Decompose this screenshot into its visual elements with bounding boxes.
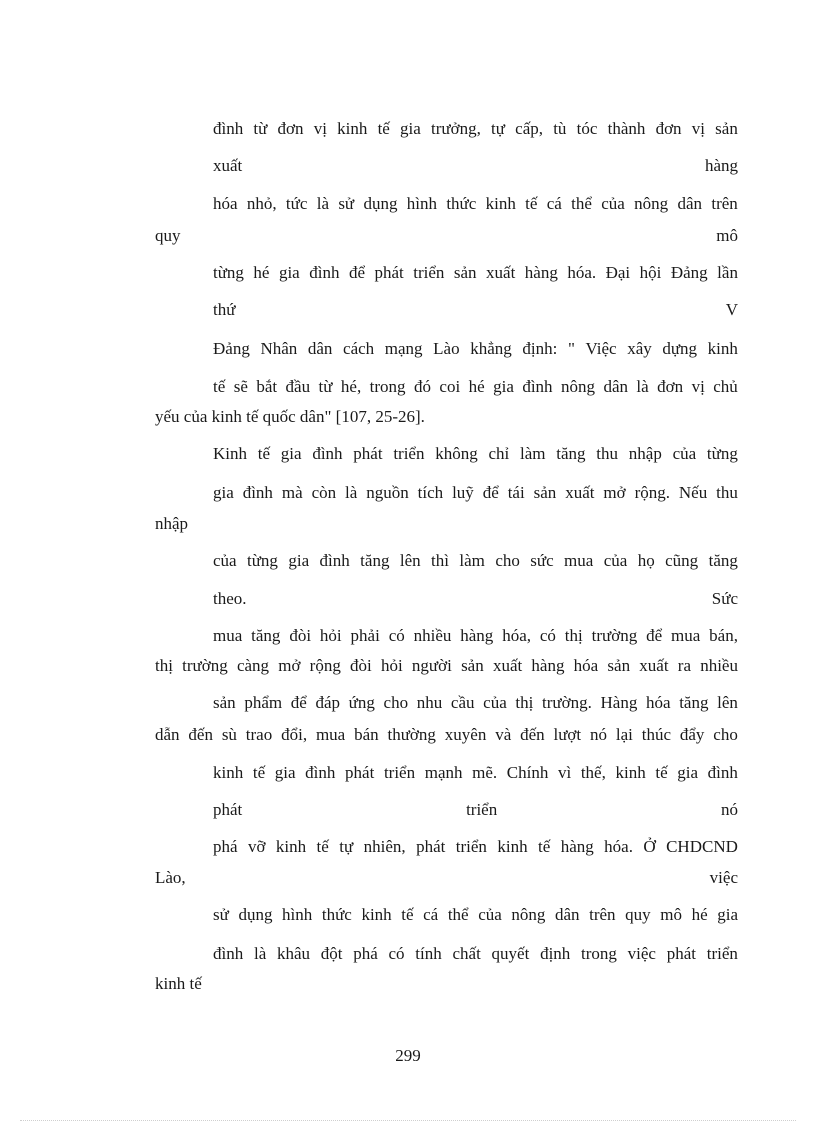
text-word: cầu — [450, 693, 475, 712]
text-word: xuất — [565, 483, 595, 502]
text-word: phát — [416, 837, 446, 856]
text-word: thức — [321, 905, 352, 924]
text-word: kinh — [485, 194, 516, 213]
text-word: nhiều — [700, 656, 738, 675]
text-word: vì — [557, 763, 572, 782]
text-word: việc — [627, 944, 656, 963]
text-word: kinh — [707, 339, 738, 358]
text-word: đình — [305, 763, 336, 782]
text-word: phá — [353, 944, 378, 963]
text-word: kinh — [361, 905, 392, 924]
text-word: vị — [313, 119, 327, 138]
text-word: luỹ — [452, 483, 474, 502]
text-word: xây — [627, 339, 652, 358]
text-word: tế — [538, 837, 551, 856]
text-word: càng — [236, 656, 270, 675]
text-segment: Sức — [711, 589, 738, 608]
text-word: trường. — [542, 693, 592, 712]
text-word: thị — [155, 656, 173, 675]
text-word: sản — [213, 693, 236, 712]
text-word: Lào — [433, 339, 460, 358]
text-word: kinh — [615, 763, 646, 782]
text-word: đến — [188, 725, 213, 744]
text-line — [155, 513, 188, 535]
text-word: lại — [615, 725, 633, 744]
text-word: Đại — [605, 263, 631, 282]
text-word: hỏi — [319, 626, 342, 645]
text-word: nhiên, — [363, 837, 406, 856]
text-word: dẫn — [155, 725, 180, 744]
text-word: lên — [399, 551, 421, 570]
text-word: hé — [691, 905, 708, 924]
text-segment: việc — [709, 868, 738, 887]
text-word: thị — [515, 693, 534, 712]
text-word: xuyên — [444, 725, 487, 744]
text-word: sản — [715, 119, 738, 138]
text-word: đơn — [277, 119, 304, 138]
text-word: nhỏ, — [246, 194, 277, 213]
text-word: trên — [589, 905, 616, 924]
text-word: để — [646, 626, 663, 645]
text-word: tăng — [708, 551, 738, 570]
text-word: mà — [281, 483, 303, 502]
text-word: hình — [282, 905, 313, 924]
text-word: cho — [383, 693, 409, 712]
text-word: bán, — [709, 626, 738, 645]
text-word: trong — [369, 377, 406, 396]
text-word: cách — [343, 339, 375, 358]
text-word: đổi, — [281, 725, 308, 744]
text-word: tức — [285, 194, 308, 213]
text-word: là — [345, 483, 358, 502]
text-word: tóc — [576, 119, 598, 138]
text-word: triển — [393, 444, 425, 463]
text-word: tế — [525, 194, 538, 213]
text-segment: xuất — [213, 156, 243, 175]
text-word: rộng — [309, 656, 341, 675]
text-word: Ở — [643, 837, 656, 856]
text-word: để — [348, 263, 365, 282]
text-word: từ — [318, 377, 333, 396]
text-word: thì — [431, 551, 449, 570]
text-word: nhập — [628, 444, 662, 463]
text-word: tăng — [679, 693, 709, 712]
text-line — [155, 225, 738, 247]
text-word: vị — [691, 119, 705, 138]
text-word: đình — [312, 444, 343, 463]
text-word: hàng — [531, 656, 565, 675]
text-word: là — [253, 944, 267, 963]
text-word: thúc — [641, 725, 672, 744]
text-segment: kinh tế — [155, 974, 202, 993]
text-word: mở — [603, 483, 626, 502]
text-word: chất — [452, 944, 481, 963]
text-word: người — [411, 656, 452, 675]
text-word: dựng — [662, 339, 698, 358]
text-word: sản — [533, 483, 557, 502]
text-word: đẩy — [679, 725, 705, 744]
text-word: gia — [717, 905, 738, 924]
text-word: đình — [242, 483, 273, 502]
text-word: sử — [338, 194, 355, 213]
text-word: lượt — [553, 725, 582, 744]
text-word: định — [540, 944, 571, 963]
text-word: Kinh — [213, 444, 247, 463]
text-word: có — [388, 944, 405, 963]
text-line — [213, 588, 738, 610]
text-word: cho — [713, 725, 738, 744]
text-word: nông — [561, 377, 595, 396]
text-word: sẽ — [233, 377, 248, 396]
text-segment: hàng — [704, 156, 738, 175]
text-word: kinh — [213, 763, 244, 782]
text-word: ứng — [348, 693, 375, 712]
text-word: họ — [637, 551, 655, 570]
text-line — [213, 376, 738, 398]
text-word: sản — [453, 263, 477, 282]
text-word: đình — [522, 377, 553, 396]
text-line — [213, 625, 738, 647]
text-word: chỉ — [488, 444, 510, 463]
text-word: trao — [245, 725, 273, 744]
text-word: mua — [213, 626, 243, 645]
text-word: mô — [660, 905, 682, 924]
text-segment: yếu của kinh tế quốc dân" [107, 25-26]. — [155, 407, 425, 426]
text-word: là — [636, 377, 649, 396]
text-segment: theo. — [213, 589, 247, 608]
text-word: hóa — [573, 656, 599, 675]
text-word: tích — [417, 483, 444, 502]
text-word: sử — [213, 905, 229, 924]
page-bottom-divider — [20, 1120, 796, 1121]
text-word: hỏi — [380, 656, 403, 675]
text-word: xuất — [486, 263, 516, 282]
text-word: từ — [253, 119, 268, 138]
text-word: Nếu — [678, 483, 708, 502]
text-word: nhu — [416, 693, 443, 712]
text-word: gia — [213, 483, 234, 502]
text-word: Nhân — [260, 339, 298, 358]
text-word: vỡ — [247, 837, 266, 856]
text-segment: nó — [721, 800, 738, 819]
text-segment: V — [725, 300, 738, 319]
text-word: quyết — [491, 944, 530, 963]
text-line — [213, 692, 738, 714]
text-word: cũng — [665, 551, 699, 570]
text-word: thành — [607, 119, 646, 138]
text-word: hóa. — [604, 837, 633, 856]
text-word: đơn — [655, 119, 682, 138]
text-word: tế — [252, 763, 266, 782]
text-line — [213, 299, 738, 321]
text-segment: quy — [155, 226, 181, 245]
text-word: thể — [571, 194, 592, 213]
text-word: phá — [213, 837, 238, 856]
text-word: dân — [554, 905, 580, 924]
text-line — [155, 406, 425, 428]
text-line — [213, 762, 738, 784]
text-word: tế — [655, 763, 668, 782]
text-word: mua — [564, 551, 594, 570]
text-word: cấp, — [515, 119, 544, 138]
text-line — [213, 155, 738, 177]
text-word: không — [435, 444, 478, 463]
text-word: hàng — [524, 263, 558, 282]
text-segment: phát — [213, 800, 243, 819]
text-word: dụng — [238, 905, 273, 924]
text-word: bắt — [256, 377, 278, 396]
text-word: làm — [459, 551, 485, 570]
text-word: Chính — [506, 763, 549, 782]
text-word: tế — [257, 444, 271, 463]
text-word: gia — [288, 551, 310, 570]
text-line — [213, 943, 738, 965]
text-word: trường — [591, 626, 638, 645]
page-number: 299 — [395, 1046, 421, 1065]
text-word: bán — [354, 725, 379, 744]
text-word: Đảng — [670, 263, 708, 282]
text-word: kinh — [275, 837, 307, 856]
text-word: hé — [468, 377, 485, 396]
text-word: hé — [253, 263, 270, 282]
text-word: phát — [374, 263, 404, 282]
text-word: dụng — [363, 194, 398, 213]
text-word: hóa — [213, 194, 238, 213]
text-word: Hàng — [600, 693, 638, 712]
text-word: tăng — [360, 551, 390, 570]
text-word: thu — [716, 483, 738, 502]
text-segment: mô — [716, 226, 738, 245]
text-word: của — [478, 905, 502, 924]
text-word: Việc — [585, 339, 617, 358]
text-word: thu — [596, 444, 619, 463]
text-word: " — [567, 339, 575, 358]
text-word: để — [482, 483, 499, 502]
text-word: phẩm — [244, 693, 283, 712]
text-word: dân — [307, 339, 333, 358]
text-word: gia — [278, 263, 300, 282]
text-word: đáp — [315, 693, 341, 712]
text-word: định: — [522, 339, 558, 358]
text-word: chủ — [713, 377, 738, 396]
text-word: tự — [491, 119, 505, 138]
text-word: thị — [564, 626, 583, 645]
text-word: mở — [278, 656, 301, 675]
text-word: vị — [691, 377, 705, 396]
text-word: kinh — [337, 119, 368, 138]
text-word: khẳng — [470, 339, 512, 358]
text-word: đột — [320, 944, 343, 963]
text-word: đó — [413, 377, 431, 396]
text-word: tự — [339, 837, 354, 856]
text-word: đơn — [657, 377, 684, 396]
text-word: đình — [319, 551, 350, 570]
text-word: ra — [677, 656, 691, 675]
text-word: dân — [603, 377, 628, 396]
text-word: gia — [493, 377, 514, 396]
text-word: để — [290, 693, 307, 712]
text-word: hóa, — [502, 626, 531, 645]
text-word: hình — [406, 194, 438, 213]
text-line — [155, 724, 738, 746]
text-line — [213, 262, 738, 284]
text-word: tế — [316, 837, 329, 856]
text-word: triển — [455, 837, 487, 856]
text-word: thường — [387, 725, 436, 744]
text-word: mạng — [384, 339, 423, 358]
text-word: phải — [350, 626, 380, 645]
text-word: của — [483, 693, 507, 712]
text-word: đình — [213, 944, 244, 963]
text-word: trên — [711, 194, 738, 213]
text-word: đến — [520, 725, 545, 744]
text-word: tính — [415, 944, 442, 963]
text-word: tế — [401, 905, 414, 924]
text-word: nó — [590, 725, 608, 744]
text-word: sức — [530, 551, 554, 570]
text-word: sù — [221, 725, 237, 744]
text-word: từng — [213, 263, 244, 282]
text-word: của — [601, 194, 625, 213]
text-word: kinh — [497, 837, 528, 856]
text-line — [213, 550, 738, 572]
text-word: gia — [677, 763, 699, 782]
text-word: thức — [446, 194, 477, 213]
text-word: CHDCND — [666, 837, 738, 856]
text-word: dân — [677, 194, 703, 213]
text-word: nhiều — [413, 626, 452, 645]
text-word: còn — [311, 483, 337, 502]
text-word: phát — [345, 763, 375, 782]
text-line — [213, 193, 738, 215]
text-word: đòi — [289, 626, 312, 645]
text-word: cho — [495, 551, 520, 570]
text-word: lần — [717, 263, 738, 282]
text-line — [155, 973, 202, 995]
text-word: có — [388, 626, 405, 645]
text-word: nguồn — [366, 483, 409, 502]
text-word: đình — [213, 119, 244, 138]
text-line — [155, 867, 738, 889]
text-word: khâu — [276, 944, 311, 963]
text-word: mạnh — [424, 763, 463, 782]
text-word: thế, — [580, 763, 606, 782]
text-word: đầu — [285, 377, 311, 396]
text-word: mẽ. — [472, 763, 498, 782]
text-word: hóa — [646, 693, 671, 712]
text-word: hàng — [560, 837, 594, 856]
text-word: xuất — [492, 656, 523, 675]
text-word: Đảng — [213, 339, 250, 358]
text-word: nông — [511, 905, 546, 924]
text-word: hàng — [460, 626, 494, 645]
text-word: tăng — [251, 626, 281, 645]
text-word: phát — [353, 444, 383, 463]
text-segment: thứ — [213, 300, 236, 319]
text-line — [213, 836, 738, 858]
text-word: của — [603, 551, 628, 570]
text-word: của — [213, 551, 237, 570]
text-word: tế — [213, 377, 226, 396]
text-word: làm — [520, 444, 546, 463]
text-word: trong — [581, 944, 617, 963]
text-word: sản — [461, 656, 484, 675]
text-segment: Lào, — [155, 868, 186, 887]
text-line — [155, 655, 738, 677]
text-word: từng — [706, 444, 738, 463]
text-line — [213, 338, 738, 360]
text-word: có — [539, 626, 556, 645]
text-word: từng — [247, 551, 278, 570]
text-word: lên — [717, 693, 738, 712]
text-word: xuất — [639, 656, 669, 675]
text-word: đòi — [350, 656, 372, 675]
text-word: tế — [377, 119, 390, 138]
text-word: tăng — [556, 444, 586, 463]
text-word: triển — [383, 763, 416, 782]
text-word: phát — [666, 944, 696, 963]
text-word: tù — [553, 119, 567, 138]
text-line — [213, 482, 738, 504]
text-word: đình — [707, 763, 738, 782]
text-word: mua — [315, 725, 346, 744]
text-word: hé, — [340, 377, 362, 396]
text-line — [213, 443, 738, 465]
text-word: triển — [413, 263, 445, 282]
text-word: nông — [634, 194, 669, 213]
text-word: đình — [309, 263, 340, 282]
text-word: mua — [671, 626, 701, 645]
text-word: thể — [447, 905, 469, 924]
text-word: quy — [625, 905, 651, 924]
text-word: gia — [274, 763, 296, 782]
text-segment: nhập — [155, 514, 189, 533]
text-word: coi — [439, 377, 461, 396]
text-word: là — [316, 194, 329, 213]
text-word: rộng. — [634, 483, 670, 502]
text-word: hóa. — [567, 263, 597, 282]
text-word: tái — [507, 483, 525, 502]
text-line — [213, 118, 738, 140]
text-word: trưởng, — [431, 119, 481, 138]
text-word: cá — [423, 905, 439, 924]
text-word: gia — [280, 444, 302, 463]
text-line — [213, 799, 738, 821]
text-line — [213, 904, 738, 926]
text-word: cá — [546, 194, 562, 213]
text-word: của — [672, 444, 697, 463]
text-segment: triển — [466, 800, 498, 819]
text-word: sản — [607, 656, 631, 675]
text-word: và — [495, 725, 512, 744]
text-word: hội — [639, 263, 662, 282]
text-word: triển — [706, 944, 738, 963]
text-word: gia — [400, 119, 421, 138]
text-word: trường — [182, 656, 228, 675]
